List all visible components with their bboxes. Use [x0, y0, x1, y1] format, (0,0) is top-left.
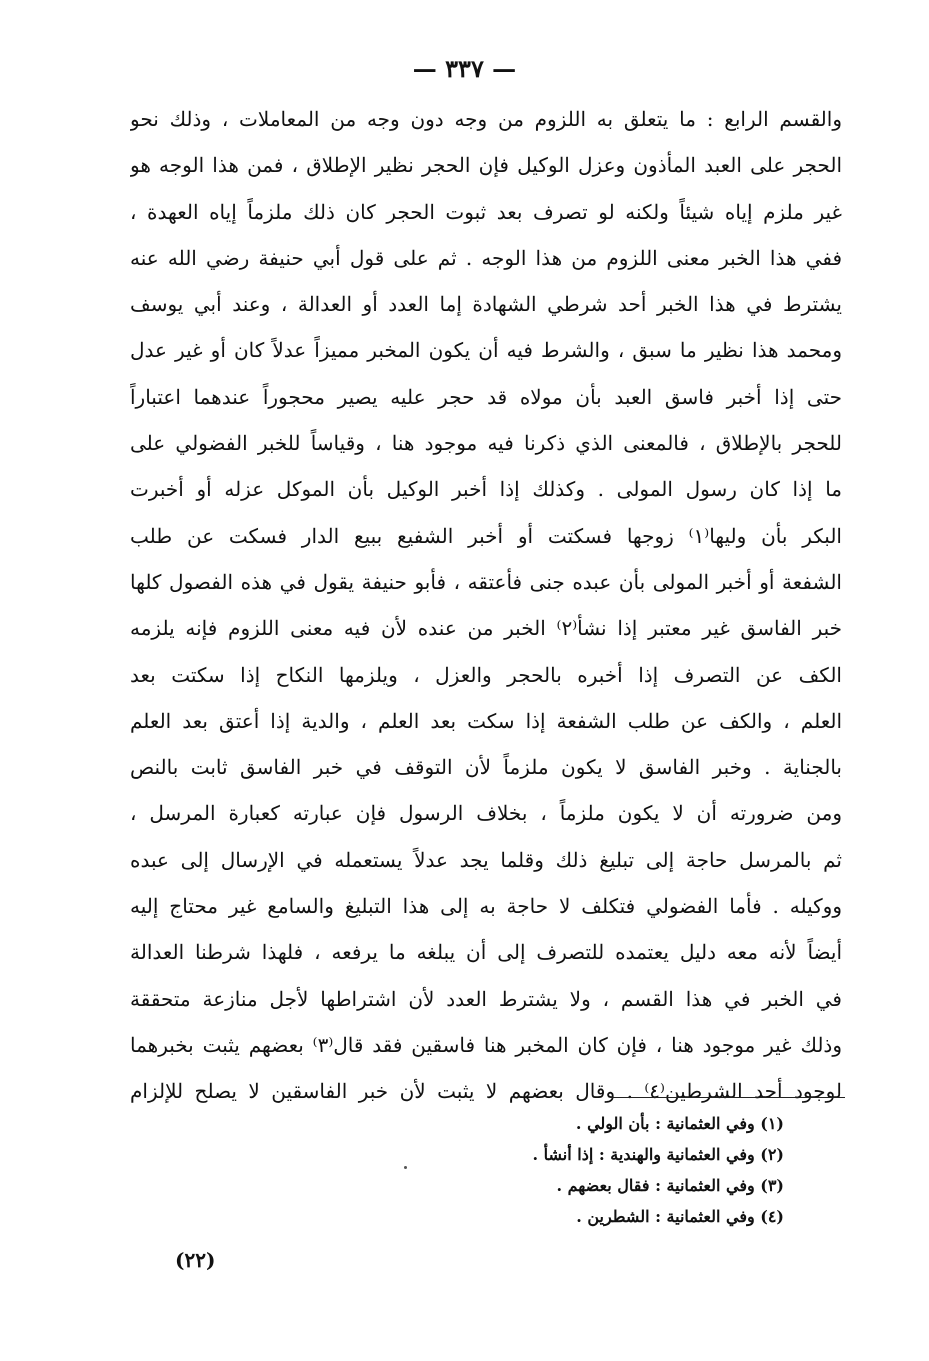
- body-line: الكف عن التصرف إذا أخبره بالحجر والعزل ، ويلزمها النكاح إذا سكتت بعد: [130, 662, 842, 687]
- body-line: يشترط في هذا الخبر أحد شرطي الشهادة إما العدد أو العدالة ، وعند أبي يوسف: [130, 292, 842, 317]
- body-line: لوجود أحد الشرطين⁽٤⁾ . وقال بعضهم لا يثبت لأن خبر الفاسقين لا يصلح للإلزام: [130, 1079, 842, 1104]
- body-line: أيضاً لأنه معه دليل يعتمده للتصرف إلى أن يبلغه ما يرفعه ، فلهذا شرطنا العدالة: [130, 940, 842, 965]
- body-line: العلم ، والكف عن طلب الشفعة إذا سكت بعد العلم ، والدية إذا أعتق بعد العلم: [130, 708, 842, 733]
- body-line: حتى إذا أخبر فاسق العبد بأن مولاه قد حجر عليه يصير محجوراً عندهما اعتباراً: [130, 384, 842, 409]
- body-line: ووكيله . فأما الفضولي فتكلف لا حاجة به إلى هذا التبليغ والسامع غير محتاج إليه: [130, 894, 842, 919]
- print-speck: [404, 1166, 407, 1169]
- body-line: ومحمد هذا نظير ما سبق ، والشرط فيه أن يكون المخبر مميزاً عدلاً كان أو غير عدل: [130, 338, 842, 363]
- signature-mark: (٢٢): [175, 1248, 216, 1272]
- body-line: في الخبر في هذا القسم ، ولا يشترط العدد لأن اشتراطها لأجل منازعة متحققة: [130, 986, 842, 1011]
- footnote: (٢) وفي العثمانية والهندية : إذا أنشأ .: [532, 1145, 784, 1164]
- page-number: — ٣٣٧ —: [412, 54, 517, 83]
- body-line: البكر بأن وليها⁽١⁾ زوجها فسكتت أو أخبر الشفيع ببيع الدار فسكت عن طلب: [130, 523, 842, 548]
- footnote: (٤) وفي العثمانية : الشطرين .: [576, 1207, 784, 1226]
- footnote: (١) وفي العثمانية : بأن الولي .: [575, 1114, 784, 1133]
- footnote: (٣) وفي العثمانية : فقال بعضهم .: [556, 1176, 784, 1195]
- body-text: [130, 96, 842, 1115]
- body-line: الحجر على العبد المأذون وعزل الوكيل فإن الحجر نظير الإطلاق ، فمن هذا الوجه هو: [130, 153, 842, 178]
- body-line: غير ملزم إياه شيئاً ولكنه لو تصرف بعد ثبوت الحجر كان ذلك ملزماً إياه العهدة ،: [130, 199, 842, 224]
- body-line: للحجر بالإطلاق ، فالمعنى الذي ذكرنا فيه موجود هنا ، وقياساً للخبر الفضولي على: [130, 431, 842, 456]
- body-line: بالجناية . وخبر الفاسق لا يكون ملزماً لأن التوقف في خبر الفاسق ثابت بالنص: [130, 755, 842, 780]
- body-line: ففي هذا الخبر معنى اللزوم من هذا الوجه . ثم على قول أبي حنيفة رضي الله عنه: [130, 245, 842, 270]
- footnotes: [364, 1108, 784, 1232]
- body-line: والقسم الرابع : ما يتعلق به اللزوم من وجه دون وجه من المعاملات ، وذلك نحو: [130, 107, 842, 131]
- body-line: ما إذا كان رسول المولى . وكذلك إذا أخبر الوكيل بأن الموكل عزله أو أخبرت: [130, 477, 842, 502]
- body-line: ومن ضرورته أن لا يكون ملزماً ، بخلاف الرسول فإن عبارته كعبارة المرسل ،: [130, 801, 842, 826]
- body-line: الشفعة أو أخبر المولى بأن عبده جنى فأعتقه ، فأبو حنيفة يقول في هذه الفصول كلها: [130, 569, 842, 594]
- footnote-separator: [610, 1097, 845, 1098]
- body-line: وذلك غير موجود هنا ، فإن كان المخبر هنا فاسقين فقد قال⁽٣⁾ بعضهم يثبت بخبرهما: [130, 1032, 842, 1057]
- body-line: خبر الفاسق غير معتبر إذا نشأ⁽٢⁾ الخبر من عنده لأن فيه معنى اللزوم فإنه يلزمه: [130, 616, 842, 641]
- body-line: ثم بالمرسل حاجة إلى تبليغ ذلك وقلما يجد عدلاً يستعمله في الإرسال إلى عبده: [130, 847, 842, 872]
